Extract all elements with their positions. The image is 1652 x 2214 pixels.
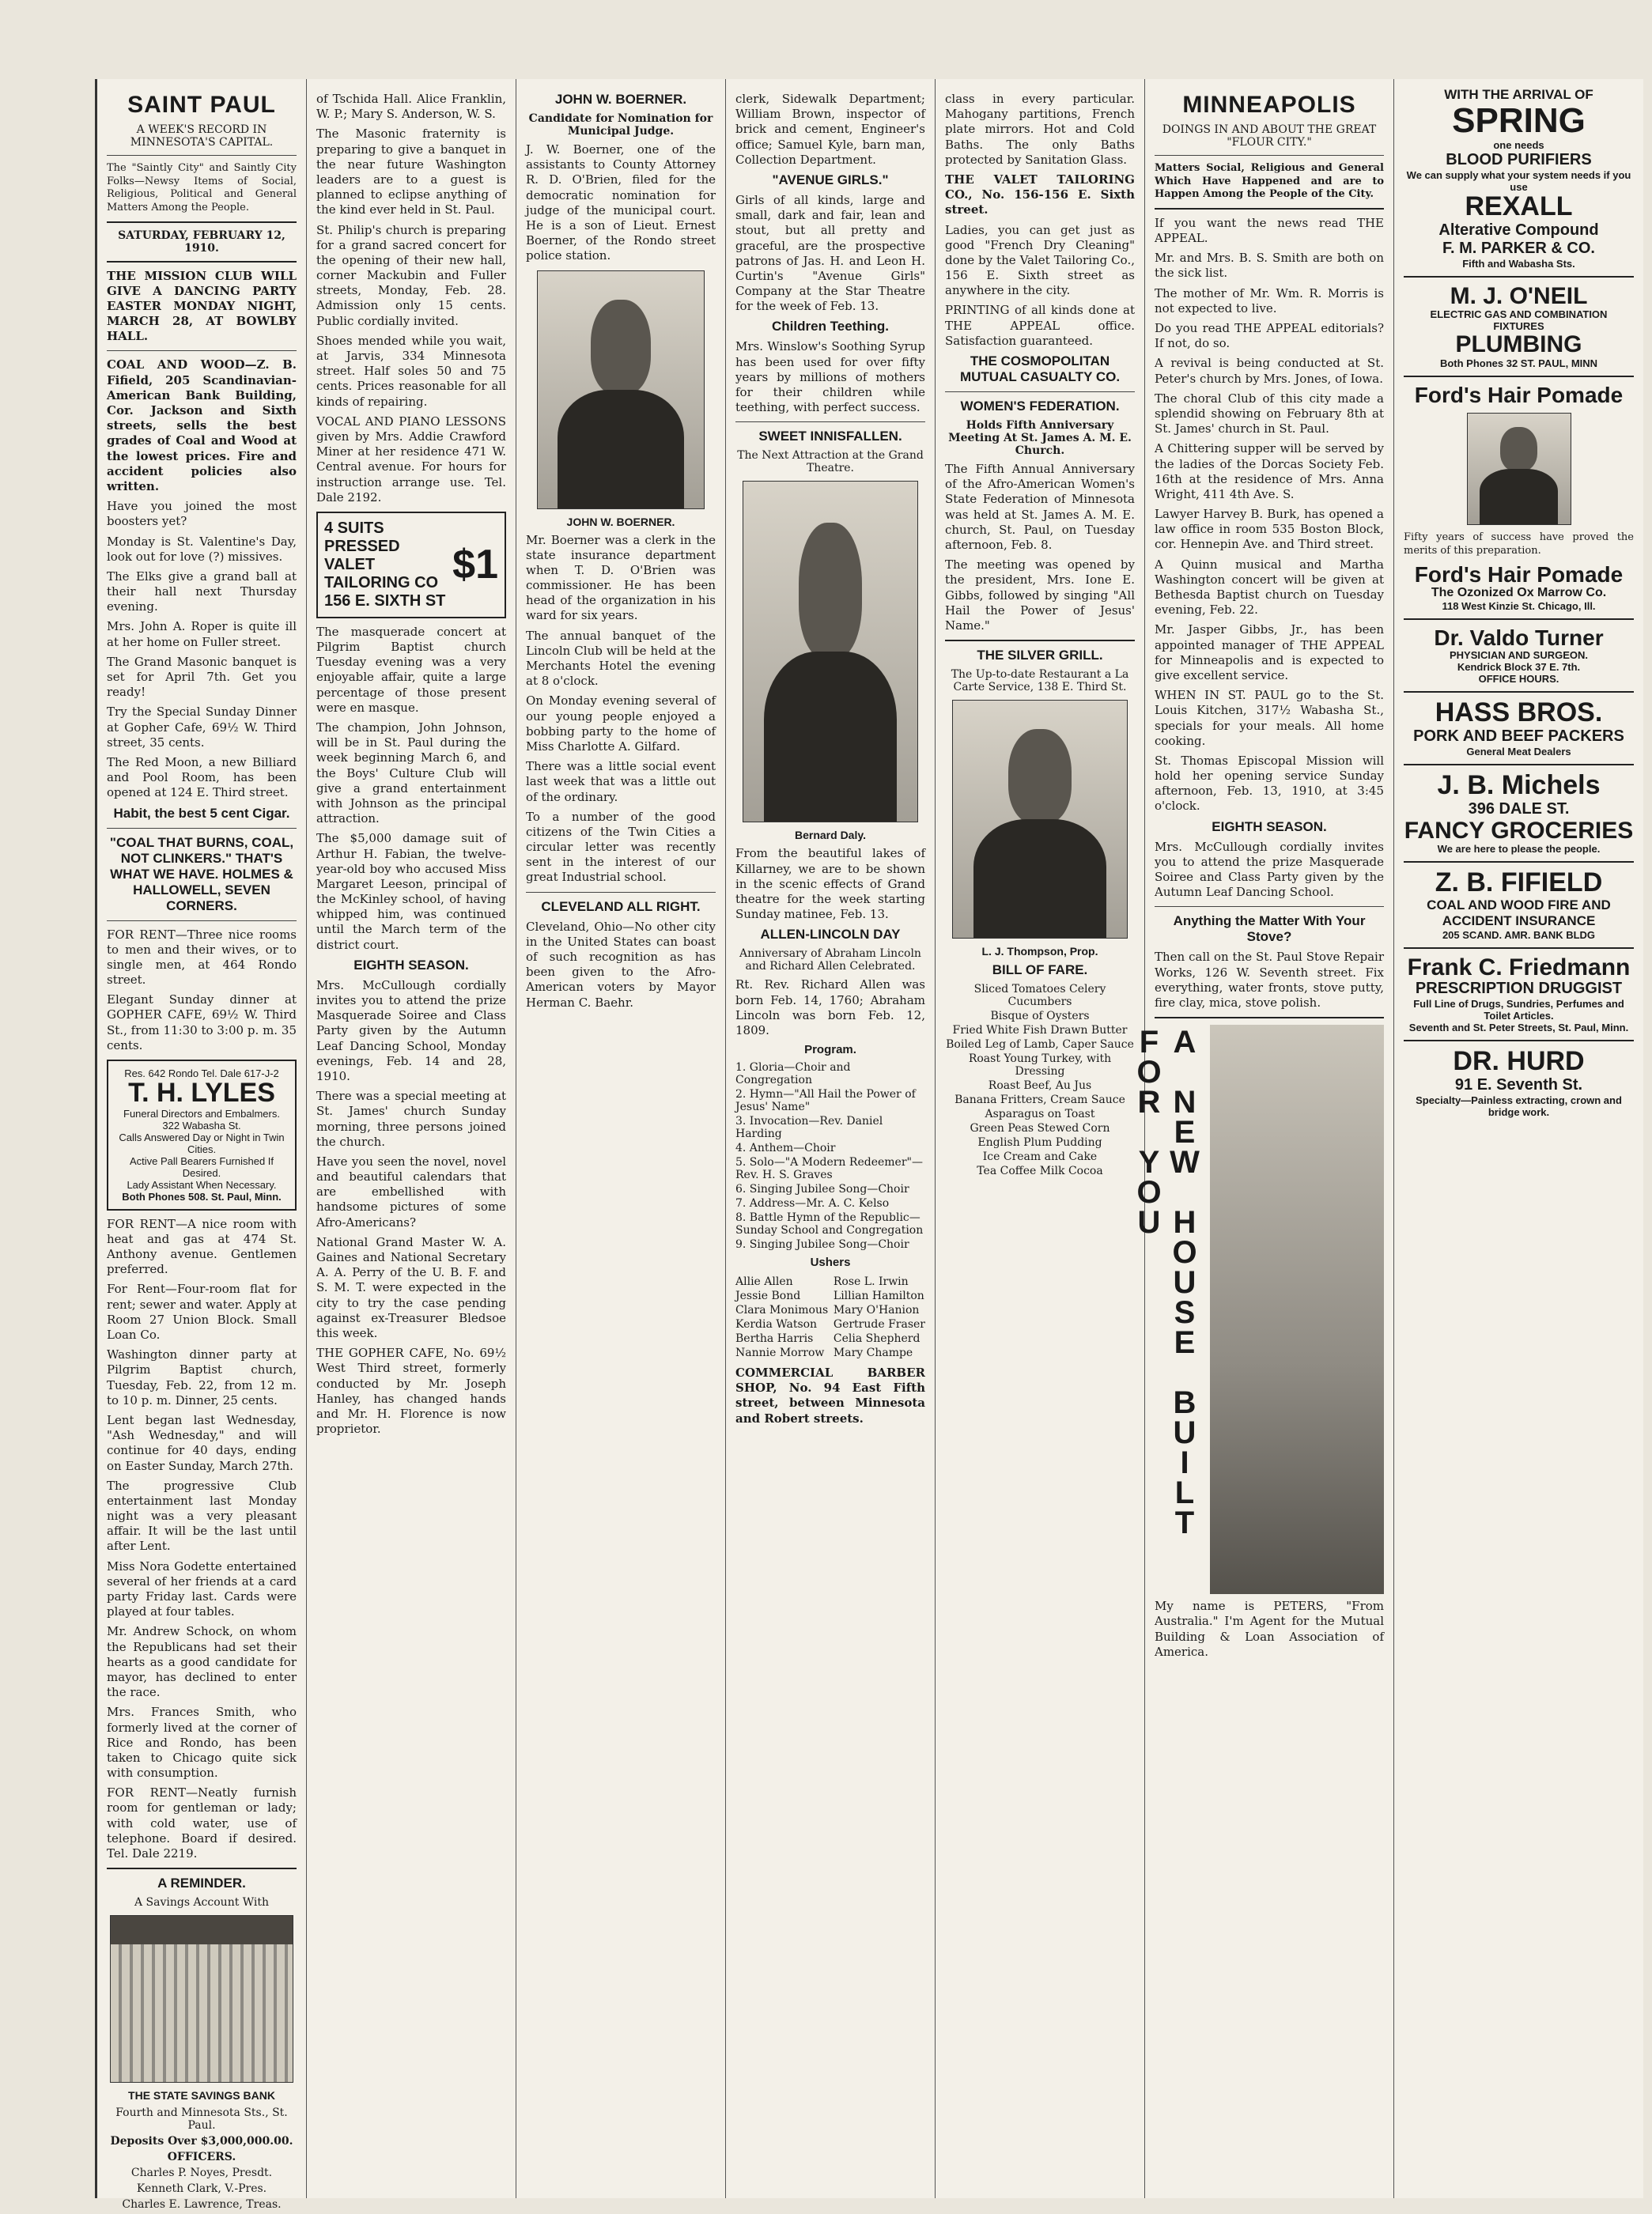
program-item: 2. Hymn—"All Hail the Power of Jesus' Name" xyxy=(735,1088,916,1114)
classified-ad: FOR RENT—Neatly furnish room for gentleman or lady; with cold water, use of telephone. Board if desired. Tel. Dale 2219. xyxy=(107,1785,297,1861)
program-item: 6. Singing Jubilee Song—Choir xyxy=(735,1183,909,1196)
lyles-phones: Both Phones 508. St. Paul, Minn. xyxy=(122,1190,282,1203)
turner-name: Dr. Valdo Turner xyxy=(1434,625,1604,650)
dateline: SATURDAY, FEBRUARY 12, 1910. xyxy=(118,229,285,255)
column-3 xyxy=(516,79,726,2198)
divider xyxy=(107,350,297,351)
ford-text: Fifty years of success have proved the merits of this preparation. xyxy=(1404,531,1634,557)
news-item: Washington dinner party at Pilgrim Baptist church, Tuesday, Feb. 22, from 12 m. to 10 p. m. Dinner, 25 cents. xyxy=(107,1347,297,1407)
news-item: The Red Moon, a new Billiard and Pool Room, has been opened at 124 E. Third street. xyxy=(107,754,297,800)
divider xyxy=(107,155,297,156)
news-item: The choral Club of this city made a splendid showing on February 8th at St. James' church in St. Paul. xyxy=(1155,391,1384,436)
divider xyxy=(735,421,925,422)
ushers-right xyxy=(834,1274,925,1361)
michels-name: J. B. Michels xyxy=(1437,769,1601,800)
valet-price: $1 xyxy=(452,542,498,588)
section-tagline: The "Saintly City" and Saintly City Folks—Newsy Items of Social, Religious, Political and General Matters Among the People. xyxy=(107,162,297,213)
friedmann-address: Seventh and St. Peter Streets, St. Paul, Minn. xyxy=(1408,1022,1629,1034)
news-item: A Quinn musical and Martha Washington concert will be given at Bethesda Baptist church on Tuesday evening, Feb. 22. xyxy=(1155,557,1384,618)
divider xyxy=(1404,376,1634,377)
lyles-line: Funeral Directors and Embalmers. 322 Wabasha St. xyxy=(123,1107,280,1132)
usher-name: Celia Shepherd xyxy=(833,1332,921,1346)
program-item: 4. Anthem—Choir xyxy=(735,1142,836,1155)
friedmann-sub: PRESCRIPTION DRUGGIST xyxy=(1415,980,1623,998)
news-item: VOCAL AND PIANO LESSONS given by Mrs. Addie Crawford Miner at her residence 471 W. Central avenue. For hours for instruction arrange use. Tel. Dale 2192. xyxy=(316,414,506,504)
menu-item: Roast Beef, Au Jus xyxy=(988,1079,1092,1093)
section-tagline: Matters Social, Religious and General Which Have Happened and are to Happen Among the People of the City. xyxy=(1155,162,1384,201)
article-text: J. W. Boerner, one of the assistants to County Attorney R. D. O'Brien, filed for the democratic nomination for judge of the municipal court. He is a son of Lieut. Ernest Boerner, of the Rondo street police station. xyxy=(526,142,716,263)
usher-name: Gertrude Fraser xyxy=(833,1318,925,1332)
bank-address: Fourth and Minnesota Sts., St. Paul. xyxy=(115,2106,288,2133)
usher-name: Kerdia Watson xyxy=(735,1318,818,1332)
menu-item: Tea Coffee Milk Cocoa xyxy=(977,1165,1103,1178)
spring-line: BLOOD PURIFIERS xyxy=(1446,151,1592,169)
oneil-phones: Both Phones 32 ST. PAUL, MINN xyxy=(1439,357,1598,369)
divider xyxy=(1155,906,1384,907)
hurd-address: 91 E. Seventh St. xyxy=(1454,1076,1583,1094)
friedmann-text: Full Line of Drugs, Sundries, Perfumes and Toilet Articles. xyxy=(1413,998,1624,1022)
divider xyxy=(1404,1040,1634,1041)
house-ad-banner: A NEW HOUSE BUILT FOR YOU xyxy=(1132,1025,1202,1536)
article-subhead: Holds Fifth Anniversary Meeting At St. James A. M. E. Church. xyxy=(948,419,1132,457)
rexall-name: REXALL xyxy=(1465,191,1573,222)
bill-of-fare xyxy=(945,983,1135,1177)
news-item: WHEN IN ST. PAUL go to the St. Louis Kitchen, 317½ Wabasha St., specials for your meals. All home cooking. xyxy=(1155,688,1384,748)
divider xyxy=(107,828,297,829)
menu-item: Green Peas Stewed Corn xyxy=(970,1122,1110,1135)
ozonized-name: The Ozonized Ox Marrow Co. xyxy=(1431,585,1607,599)
article-text: Ladies, you can get just as good "French Dry Cleaning" done by the Valet Tailoring Co., 156 E. Sixth street as anywhere in the city. xyxy=(945,222,1135,298)
oneil-plumbing: PLUMBING xyxy=(1455,331,1582,358)
divider xyxy=(107,920,297,921)
oneil-line: ELECTRIC GAS AND COMBINATION FIXTURES xyxy=(1430,308,1608,333)
section-heading: Anything the Matter With Your Stove? xyxy=(1173,913,1366,945)
column-5 xyxy=(936,79,1145,2198)
ford-portrait xyxy=(1467,413,1571,525)
news-item: Mr. Andrew Schock, on whom the Republicans had set their hearts as a good candidate for mayor, has declined to enter the race. xyxy=(107,1624,297,1700)
usher-name: Nannie Morrow xyxy=(735,1347,825,1360)
reminder-title: A REMINDER. xyxy=(157,1876,246,1891)
classified-ad: For Rent—Four-room flat for rent; sewer and water. Apply at Room 27 Union Block. Small Loan Co. xyxy=(107,1282,297,1342)
usher-name: Lillian Hamilton xyxy=(833,1290,924,1303)
program-item: 9. Singing Jubilee Song—Choir xyxy=(735,1238,909,1252)
menu-item: English Plum Pudding xyxy=(977,1136,1102,1150)
friedmann-name: Frank C. Friedmann xyxy=(1407,954,1631,980)
newspaper-page xyxy=(95,79,1643,2212)
program-item: 3. Invocation—Rev. Daniel Harding xyxy=(735,1115,883,1141)
news-item: The Elks give a grand ball at their hall next Thursday evening. xyxy=(107,569,297,614)
news-item: Mr. and Mrs. B. S. Smith are both on the sick list. xyxy=(1155,251,1384,281)
column-minneapolis xyxy=(1132,79,1394,2198)
house-ad xyxy=(1132,1025,1384,1594)
program-list xyxy=(735,1061,925,1251)
divider xyxy=(1404,764,1634,765)
oneil-name: M. J. O'NEIL xyxy=(1450,282,1588,309)
divider xyxy=(1404,618,1634,620)
news-item: THE GOPHER CAFE, No. 69½ West Third street, formerly conducted by Mr. Joseph Hanley, has changed hands and Mr. H. Florence is now proprietor. xyxy=(316,1346,506,1437)
article-headline: ALLEN-LINCOLN DAY xyxy=(760,927,901,943)
parker-address: Fifth and Wabasha Sts. xyxy=(1462,257,1575,270)
program-item: 1. Gloria—Choir and Congregation xyxy=(735,1061,851,1087)
coal-ad: "COAL THAT BURNS, COAL, NOT CLINKERS." THAT'S WHAT WE HAVE. HOLMES & HALLOWELL, SEVEN CORNERS. xyxy=(109,834,294,913)
fifield-name: Z. B. FIFIELD xyxy=(1435,867,1603,898)
column-4 xyxy=(726,79,936,2198)
hass-name: HASS BROS. xyxy=(1435,697,1603,728)
usher-name: Rose L. Irwin xyxy=(833,1275,909,1289)
news-item: The champion, John Johnson, will be in St. Paul during the week beginning March 6, and the Boys' Culture Club will give a grand entertainment with Johnson as the principal attraction. xyxy=(316,720,506,826)
spring-line: WITH THE ARRIVAL OF xyxy=(1444,87,1593,102)
news-item: St. Philip's church is preparing for a grand sacred concert for the opening of their new hall, corner Mackubin and Fuller streets, Monday, Feb. 28. Admission only 15 cents. Public cordially invited. xyxy=(316,222,506,328)
article-headline: Children Teething. xyxy=(772,319,889,334)
divider xyxy=(107,1868,297,1869)
news-item: Shoes mended while you wait, at Jarvis, 334 Minnesota street. Half soles 50 and 75 cents. Prices reasonable for all kinds of repairing. xyxy=(316,333,506,409)
article-text: From the beautiful lakes of Killarney, we are to be shown in the scenic effects of Grand theatre for the week starting Sunday matinee, Feb. 13. xyxy=(735,846,925,922)
article-text: PRINTING of all kinds done at THE APPEAL office. Satisfaction guaranteed. xyxy=(945,303,1135,348)
menu-item: Asparagus on Toast xyxy=(985,1108,1095,1121)
column-2 xyxy=(307,79,516,2198)
michels-sub: FANCY GROCERIES xyxy=(1404,817,1634,844)
section-subtitle: DOINGS IN AND ABOUT THE GREAT "FLOUR CITY." xyxy=(1162,123,1377,149)
news-item: Mrs. McCullough cordially invites you to attend the prize Masquerade Soiree and Class Party given by the Autumn Leaf Dancing School. xyxy=(1155,839,1384,900)
news-item: The Masonic fraternity is preparing to give a banquet in the near future Washington leaders are to a guest is planned to eclipse anything of the kind ever held in St. Paul. xyxy=(316,127,506,217)
divider xyxy=(1404,276,1634,278)
article-text: Rt. Rev. Richard Allen was born Feb. 14, 1760; Abraham Lincoln was born Feb. 12, 1809. xyxy=(735,977,925,1037)
photo-caption: L. J. Thompson, Prop. xyxy=(981,945,1098,958)
section-title: SAINT PAUL xyxy=(127,92,276,118)
lyles-line: Active Pall Bearers Furnished If Desired. xyxy=(129,1154,274,1179)
classified-ad: FOR RENT—A nice room with heat and gas at 474 St. Anthony avenue. Gentlemen preferred. xyxy=(107,1216,297,1277)
bank-deposits: Deposits Over $3,000,000.00. xyxy=(110,2135,293,2148)
section-subtitle: A WEEK'S RECORD IN MINNESOTA'S CAPITAL. xyxy=(130,123,274,149)
divider xyxy=(526,892,716,893)
divider xyxy=(1404,691,1634,693)
news-item: of Tschida Hall. Alice Franklin, W. P.; Mary S. Anderson, W. S. xyxy=(316,92,506,122)
article-headline: CLEVELAND ALL RIGHT. xyxy=(541,898,701,914)
parker-name: F. M. PARKER & CO. xyxy=(1442,239,1595,257)
program-item: 8. Battle Hymn of the Republic—Sunday School and Congregation xyxy=(735,1211,924,1237)
hass-sub: General Meat Dealers xyxy=(1466,745,1571,758)
lyles-ad xyxy=(107,1060,297,1211)
news-item: The $5,000 damage suit of Arthur H. Fabian, the twelve-year-old boy who accused Miss Margaret Leeson, principal of the McKinley school, of having whipped him, was continued until the March term of the district court. xyxy=(316,831,506,952)
article-headline: "AVENUE GIRLS." xyxy=(772,172,889,187)
article-subhead: The Next Attraction at the Grand Theatre. xyxy=(737,449,924,475)
turner-title: PHYSICIAN AND SURGEON. xyxy=(1449,649,1589,662)
article-text: class in every particular. Mahogany partitions, French plate mirrors. Hot and Cold Baths. The only Baths protected by Sanitation Glass. xyxy=(945,92,1135,167)
article-text: The Fifth Annual Anniversary of the Afro-American Women's State Federation of Minnesota was held at St. James A. M. E. church, St. Paul, on Tuesday afternoon, Feb. 8. xyxy=(945,462,1135,552)
news-item: The progressive Club entertainment last Monday night was a very pleasant affair. It will be the last until after Lent. xyxy=(107,1478,297,1554)
mission-club-notice: THE MISSION CLUB WILL GIVE A DANCING PARTY EASTER MONDAY NIGHT, MARCH 28, AT BOWLBY HALL. xyxy=(107,268,297,344)
divider xyxy=(945,391,1135,392)
reminder-sub: A Savings Account With xyxy=(134,1896,270,1910)
ushers-heading: Ushers xyxy=(810,1256,851,1270)
news-item: Lent began last Wednesday, "Ash Wednesday," and will continue for 40 days, ending on Easter Sunday, March 27th. xyxy=(107,1412,297,1473)
news-item: Mr. Jasper Gibbs, Jr., has been appointed manager of THE APPEAL for Minneapolis and is expected to give excellent service. xyxy=(1155,622,1384,682)
article-headline: SWEET INNISFALLEN. xyxy=(758,429,902,444)
menu-item: Banana Fritters, Cream Sauce xyxy=(955,1094,1125,1107)
section-title: MINNEAPOLIS xyxy=(1182,92,1356,118)
usher-name: Mary O'Hanion xyxy=(833,1304,920,1317)
spring-line: one needs xyxy=(1493,139,1544,152)
news-item: Do you read THE APPEAL editorials? If not, do so. xyxy=(1155,321,1384,351)
thompson-photo xyxy=(952,700,1128,939)
lyles-res: Res. 642 Rondo Tel. Dale 617-J-2 xyxy=(124,1067,279,1079)
menu-item: Ice Cream and Cake xyxy=(982,1150,1098,1164)
valet-address: 156 E. SIXTH ST xyxy=(324,591,446,610)
news-item: Mrs. McCullough cordially invites you to attend the prize Masquerade Soiree and Class Party given by the Autumn Leaf Dancing School, Monday evenings, Feb. 14 and 28, 1910. xyxy=(316,977,506,1083)
divider xyxy=(1155,208,1384,210)
photo-caption: Bernard Daly. xyxy=(795,829,866,842)
hurd-text: Specialty—Painless extracting, crown and bridge work. xyxy=(1416,1094,1622,1119)
article-text: Mrs. Winslow's Soothing Syrup has been used for over fifty years by millions of mothers for their children while teething, with perfect success. xyxy=(735,339,925,415)
article-text: clerk, Sidewalk Department; William Brown, inspector of brick and cement, Engineer's office; Samuel Kyle, barn man, Collection Department. xyxy=(735,92,925,167)
usher-name: Jessie Bond xyxy=(735,1290,801,1303)
bank-officer: Charles P. Noyes, Presdt. xyxy=(130,2167,273,2180)
divider xyxy=(1155,155,1384,156)
bank-officer: Charles E. Lawrence, Treas. xyxy=(122,2198,282,2212)
article-headline: THE SILVER GRILL. xyxy=(977,648,1103,663)
article-text: Girls of all kinds, large and small, dark and fair, lean and stout, but all pretty and graceful, are the prospective patrons of Jas. H. and Leon H. Curtin's "Avenue Girls" Company at the Star Theatre for the week of Feb. 13. xyxy=(735,192,925,314)
house-ad-text: My name is PETERS, "From Australia." I'm Agent for the Mutual Building & Loan Association of America. xyxy=(1155,1599,1384,1659)
divider xyxy=(107,221,297,223)
news-item: National Grand Master W. A. Gaines and National Secretary A. A. Perry of the U. B. F. and S. M. T. were expected in the city to try the case pending against ex-Treasurer Bledsoe this week. xyxy=(316,1234,506,1340)
usher-name: Clara Monimous xyxy=(735,1304,829,1317)
boerner-portrait xyxy=(537,270,705,509)
program-item: 5. Solo—"A Modern Redeemer"—Rev. H. S. Graves xyxy=(735,1156,923,1182)
lyles-name: T. H. LYLES xyxy=(128,1078,275,1108)
article-text: Mr. Boerner was a clerk in the state insurance department when T. D. O'Brien was commissioner. He has been head of the organization in his ward for six years. xyxy=(526,532,716,623)
news-item: Lawyer Harvey B. Burk, has opened a law office in room 535 Boston Block, cor. Hennepin Ave. and Third street. xyxy=(1155,507,1384,552)
divider xyxy=(1404,947,1634,949)
valet-headline: 4 SUITS PRESSED xyxy=(324,519,400,555)
article-headline: JOHN W. BOERNER. xyxy=(554,92,687,107)
menu-item: Fried White Fish Drawn Butter xyxy=(952,1024,1128,1037)
divider xyxy=(945,640,1135,641)
menu-item: Roast Young Turkey, with Dressing xyxy=(968,1052,1112,1079)
news-item: Mrs. Frances Smith, who formerly lived at the corner of Rice and Rondo, has been taken to Chicago quite sick with consumption. xyxy=(107,1705,297,1781)
lyles-line: Lady Assistant When Necessary. xyxy=(127,1178,277,1191)
divider xyxy=(1155,1017,1384,1018)
news-item: Mrs. John A. Roper is quite ill at her home on Fuller street. xyxy=(107,619,297,649)
usher-name: Mary Champe xyxy=(833,1347,913,1360)
news-item: The Grand Masonic banquet is set for April 7th. Get you ready! xyxy=(107,654,297,700)
turner-address: Kendrick Block 37 E. 7th. xyxy=(1457,661,1581,674)
fifield-address: 205 SCAND. AMR. BANK BLDG xyxy=(1442,928,1596,941)
news-item: A revival is being conducted at St. Peter's church by Mrs. Jones, of Iowa. xyxy=(1155,356,1384,386)
valet-name: VALET TAILORING CO xyxy=(324,555,439,591)
news-item: Have you seen the novel, novel and beautiful calendars that are embellished with handsome pictures of some Afro-Americans? xyxy=(316,1154,506,1230)
hass-sub: PORK AND BEEF PACKERS xyxy=(1413,727,1624,745)
menu-item: Boiled Leg of Lamb, Caper Sauce xyxy=(946,1038,1134,1052)
article-text: Cleveland, Ohio—No other city in the United States can boast of such recognition as has been given to the Afro-American voters by Mayor Herman C. Baehr. xyxy=(526,919,716,1010)
news-item: A Chittering supper will be served by the ladies of the Dorcas Society Feb. 16th at the residence of Mrs. Anna Wright, 411 4th Ave. S. xyxy=(1155,441,1384,501)
spring-headline: SPRING xyxy=(1452,101,1586,140)
ushers-list xyxy=(735,1274,925,1361)
daly-photo xyxy=(743,481,918,822)
menu-item: Sliced Tomatoes Celery Cucumbers xyxy=(973,983,1106,1009)
news-item: If you want the news read THE APPEAL. xyxy=(1155,215,1384,246)
ozonized-address: 118 West Kinzie St. Chicago, Ill. xyxy=(1442,599,1596,612)
news-item: Monday is St. Valentine's Day, look out for love (?) missives. xyxy=(107,534,297,564)
usher-name: Bertha Harris xyxy=(735,1332,814,1346)
news-item: There was a special meeting at St. James' church Sunday morning, three persons joined the church. xyxy=(316,1089,506,1149)
news-item: The mother of Mr. Wm. R. Morris is not expected to live. xyxy=(1155,285,1384,315)
rexall-sub: Alterative Compound xyxy=(1438,221,1599,239)
article-text: The annual banquet of the Lincoln Club will be held at the Merchants Hotel the evening at 8 o'clock. xyxy=(526,628,716,689)
divider xyxy=(1404,861,1634,863)
column-ads xyxy=(1394,79,1643,2198)
article-subhead: The Up-to-date Restaurant a La Carte Service, 138 E. Third St. xyxy=(951,668,1129,694)
news-item: Try the Special Sunday Dinner at Gopher Cafe, 69½ W. Third street, 35 cents. xyxy=(107,705,297,750)
office-hours: OFFICE HOURS. xyxy=(1478,673,1559,686)
article-text: On Monday evening several of our young people enjoyed a bobbing party to the home of Miss Charlotte A. Gilfard. xyxy=(526,693,716,754)
ford-headline: Ford's Hair Pomade xyxy=(1414,561,1624,587)
ford-headline: Ford's Hair Pomade xyxy=(1414,382,1624,407)
valet-ad xyxy=(316,512,506,618)
divider xyxy=(107,261,297,263)
menu-item: Bisque of Oysters xyxy=(990,1010,1090,1023)
program-heading: Program. xyxy=(804,1043,856,1057)
spring-line: We can supply what your system needs if you use xyxy=(1406,169,1631,194)
valet-notice: THE VALET TAILORING CO., No. 156-156 E. Sixth street. xyxy=(945,172,1135,217)
section-heading: EIGHTH SEASON. xyxy=(1212,818,1327,834)
michels-text: We are here to please the people. xyxy=(1437,843,1601,856)
coal-wood-notice: COAL AND WOOD—Z. B. Fifield, 205 Scandinavian-American Bank Building, Cor. Jackson and Sixth streets, sells the best grades of Coal and Wood at the lowest prices. Fire and accident policies also written. xyxy=(107,357,297,493)
portrait-caption: JOHN W. BOERNER. xyxy=(566,515,675,528)
article-subhead: Anniversary of Abraham Lincoln and Richard Allen Celebrated. xyxy=(739,947,921,973)
article-text: To a number of the good citizens of the Twin Cities a circular letter was recently sent in the interest of our great Industrial school. xyxy=(526,809,716,885)
ushers-left xyxy=(735,1274,828,1361)
bank-officers: OFFICERS. xyxy=(167,2151,236,2164)
column-saint-paul xyxy=(97,79,307,2212)
article-headline: WOMEN'S FEDERATION. xyxy=(960,399,1120,414)
classified-ad: Elegant Sunday dinner at GOPHER CAFE, 69½ W. Third St., from 11:30 to 3:00 p. m. 35 cents. xyxy=(107,992,297,1052)
article-subhead: Candidate for Nomination for Municipal Judge. xyxy=(528,112,713,138)
habit-ad: Habit, the best 5 cent Cigar. xyxy=(113,805,290,821)
news-item: Miss Nora Godette entertained several of her friends at a card party Friday last. Cards were played at four tables. xyxy=(107,1558,297,1619)
bill-of-fare-heading: BILL OF FARE. xyxy=(992,962,1088,978)
fifield-sub: COAL AND WOOD FIRE AND ACCIDENT INSURANCE xyxy=(1427,897,1611,928)
house-ad-illustration xyxy=(1210,1025,1384,1594)
usher-name: Allie Allen xyxy=(735,1275,793,1289)
news-item: The masquerade concert at Pilgrim Baptist church Tuesday evening was a very enjoyable affair, quite a large percentage of those present were en masque. xyxy=(316,624,506,715)
program-item: 7. Address—Mr. A. C. Kelso xyxy=(735,1197,890,1211)
article-headline: THE COSMOPOLITAN MUTUAL CASUALTY CO. xyxy=(959,353,1121,384)
lyles-line: Calls Answered Day or Night in Twin Cities. xyxy=(119,1131,285,1155)
news-item: Have you joined the most boosters yet? xyxy=(107,499,297,529)
news-item: Then call on the St. Paul Stove Repair Works, 126 W. Seventh street. Fix everything, water fronts, stove putty, fire clay, mica, stove polish. xyxy=(1155,950,1384,1010)
classified-ad: FOR RENT—Three nice rooms to men and their wives, or to single men, at 464 Rondo street. xyxy=(107,927,297,988)
bank-officer: Kenneth Clark, V.-Pres. xyxy=(136,2182,267,2196)
hurd-name: DR. HURD xyxy=(1453,1046,1585,1077)
bank-name: THE STATE SAVINGS BANK xyxy=(128,2089,275,2103)
michels-address: 396 DALE ST. xyxy=(1468,799,1570,818)
barber-ad: COMMERCIAL BARBER SHOP, No. 94 East Fifth street, between Minnesota and Robert streets. xyxy=(735,1366,925,1426)
section-heading: EIGHTH SEASON. xyxy=(353,957,469,973)
bank-illustration xyxy=(110,1915,293,2083)
article-text: The meeting was opened by the president, Mrs. Ione E. Gibbs, followed by singing "All Hail the Power of Jesus' Name." xyxy=(945,557,1135,633)
news-item: St. Thomas Episcopal Mission will hold her opening service Sunday afternoon, Feb. 13, 1910, at 3:45 o'clock. xyxy=(1155,753,1384,814)
article-text: There was a little social event last week that was a little out of the ordinary. xyxy=(526,759,716,804)
